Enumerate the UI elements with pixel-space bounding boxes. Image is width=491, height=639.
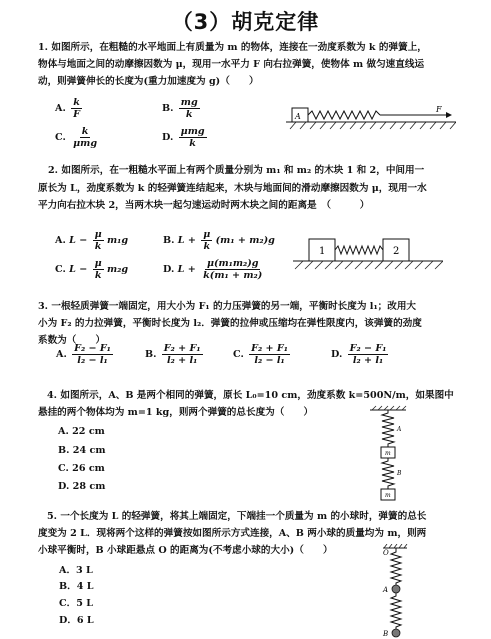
q2-figure	[293, 236, 443, 272]
q5-option-d[interactable]: D．6 L	[59, 615, 94, 626]
q4-fig-spring-a: A	[397, 426, 402, 433]
q2-line2: 原长为 L，劲度系数为 k 的轻弹簧连结起来，木块与地面间的滑动摩擦因数为 μ，现用一水	[38, 183, 427, 194]
q2-fig-block-1: 1	[319, 246, 326, 257]
q2-option-c[interactable]: C. L − $\frac{\mu}{k}$ m₂g	[55, 258, 129, 281]
q4-option-c[interactable]: C. 26 cm	[58, 463, 105, 474]
q3-stem	[38, 298, 422, 349]
page-title: （3）胡克定律	[171, 10, 320, 34]
q1-line2: 物体与地面之间的动摩擦因数为 μ，现用一水平力 F 向右拉弹簧，使物体 m 做匀速直线运	[38, 59, 425, 70]
q2-option-d[interactable]: D. L + $\frac{\text{μ(m₁m₂)g}}{\text{k(m₁ + m₂)}}$	[163, 258, 263, 281]
q4-line1: 4. 如图所示，A、B 是两个相同的弹簧，原长 L₀=10 cm，劲度系数 k=500N/m，如果图中	[47, 390, 454, 401]
q3-line1: 3. 一根轻质弹簧一端固定，用大小为 F₁ 的力压弹簧的另一端，平衡时长度为 l₁；改用大	[38, 301, 417, 312]
q5-figure	[380, 544, 410, 638]
q5-stem	[47, 508, 426, 525]
q1-option-d[interactable]: D. $\frac{\text{μmg}}{k}$	[162, 126, 205, 149]
q4-stem-cont	[38, 404, 313, 421]
q3-option-d[interactable]: D. $\frac{\text{F₂ − F₁}}{\text{l₂ + l₁}}$	[331, 343, 387, 366]
q3-option-b[interactable]: B. $\frac{\text{F₂ + F₁}}{\text{l₂ + l₁}}$	[145, 343, 201, 366]
q5-fig-point-o: O	[383, 549, 389, 557]
q4-line2: 悬挂的两个物体均为 m=1 kg，则两个弹簧的总长度为（ ）	[38, 407, 314, 418]
q2-line1: 2. 如图所示，在一粗糙水平面上有两个质量分别为 m₁ 和 m₂ 的木块 1 和 2，中间用一	[48, 165, 425, 176]
q3-line3: 系数为（ ）	[38, 335, 106, 346]
q1-line3: 动，则弹簧伸长的长度为(重力加速度为 g)（ ）	[38, 76, 259, 87]
q3-line2: 小为 F₂ 的力拉弹簧，平衡时长度为 l₂．弹簧的拉伸或压缩均在弹性限度内，该弹簧的劲度	[38, 318, 422, 329]
q3-option-c[interactable]: C. $\frac{\text{F₂ + F₁}}{\text{l₂ − l₁}}$	[233, 343, 288, 366]
q4-figure	[366, 405, 410, 501]
q1-fig-label-a: A	[295, 112, 301, 121]
q5-option-c[interactable]: C．5 L	[59, 598, 93, 609]
q4-option-a[interactable]: A. 22 cm	[58, 426, 105, 437]
q5-option-a[interactable]: A．3 L	[59, 565, 93, 576]
q1-option-a[interactable]: A. $\frac{k}{F}$	[55, 97, 80, 120]
q4-fig-spring-b: B	[397, 470, 402, 477]
q1-line1: 1. 如图所示，在粗糙的水平地面上有质量为 m 的物体，连接在一劲度系数为 k 的弹簧上，	[38, 42, 427, 53]
q2-stem	[48, 162, 424, 179]
q1-option-c[interactable]: C. $\frac{k}{\text{μmg}}$	[55, 126, 98, 149]
q4-stem	[47, 387, 454, 404]
q5-option-b[interactable]: B．4 L	[59, 581, 94, 592]
q4-fig-mass-top: m	[385, 450, 391, 457]
q3-option-a[interactable]: A. $\frac{\text{F₂ − F₁}}{\text{l₂ − l₁}}$	[56, 343, 111, 366]
q4-fig-mass-bottom: m	[385, 492, 391, 499]
q2-option-b[interactable]: B. L + $\frac{\mu}{k}$ (m₁ + m₂)g	[163, 229, 275, 252]
q5-line3: 小球平衡时，B 小球距悬点 O 的距离为(不考虑小球的大小)（ ）	[38, 545, 333, 556]
q1-fig-label-f: F	[436, 105, 442, 114]
q5-line1: 5. 一个长度为 L 的轻弹簧，将其上端固定，下端挂一个质量为 m 的小球时，弹簧的总长	[47, 511, 427, 522]
q5-line2: 度变为 2 L．现将两个这样的弹簧按如图所示方式连接，A、B 两小球的质量均为 m，则两	[38, 528, 427, 539]
q5-fig-ball-a: A	[383, 586, 389, 594]
q1-option-b[interactable]: B. $\frac{mg}{k}$	[162, 97, 198, 120]
q2-option-a[interactable]: A. L − $\frac{\mu}{k}$ m₁g	[55, 229, 129, 252]
q5-stem-cont	[38, 525, 426, 559]
q4-option-d[interactable]: D. 28 cm	[58, 481, 106, 492]
q1-figure	[286, 104, 456, 132]
q1-stem	[38, 39, 427, 90]
q4-option-b[interactable]: B. 24 cm	[58, 445, 106, 456]
q5-fig-ball-b: B	[383, 630, 389, 638]
q2-line3: 平力向右拉木块 2，当两木块一起匀速运动时两木块之间的距离是 （ ）	[38, 200, 370, 211]
q2-stem-cont	[38, 180, 427, 214]
q2-fig-block-2: 2	[393, 246, 400, 257]
